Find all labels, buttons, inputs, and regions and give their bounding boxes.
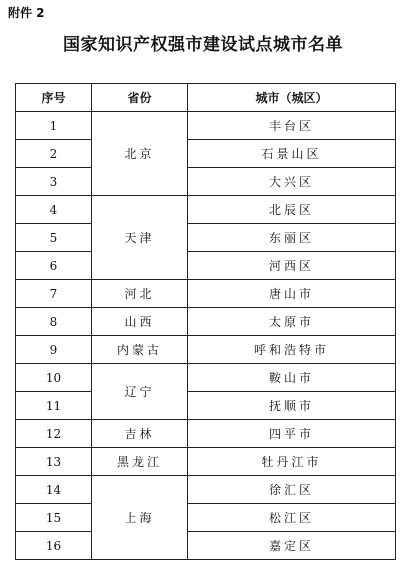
row-number: 14 — [16, 476, 92, 504]
column-header-city: 城市（城区） — [188, 84, 396, 112]
city-cell: 鞍山市 — [188, 364, 396, 392]
city-cell: 北辰区 — [188, 196, 396, 224]
city-cell: 呼和浩特市 — [188, 336, 396, 364]
table-row — [16, 420, 396, 448]
row-number: 15 — [16, 504, 92, 532]
province-cell: 内蒙古 — [92, 336, 188, 364]
table-row — [16, 112, 396, 140]
table-row — [16, 224, 396, 252]
document-title: 国家知识产权强市建设试点城市名单 — [63, 35, 343, 55]
province-cell: 天津 — [92, 196, 188, 280]
province-cell: 吉林 — [92, 420, 188, 448]
row-number: 6 — [16, 252, 92, 280]
table-row — [16, 196, 396, 224]
table-row — [16, 308, 396, 336]
province-cell: 黑龙江 — [92, 448, 188, 476]
row-number: 10 — [16, 364, 92, 392]
province-cell: 北京 — [92, 112, 188, 196]
city-cell: 丰台区 — [188, 112, 396, 140]
row-number: 16 — [16, 532, 92, 560]
row-number: 5 — [16, 224, 92, 252]
table-row — [16, 504, 396, 532]
attachment-label: 附件 2 — [8, 6, 45, 20]
city-cell: 唐山市 — [188, 280, 396, 308]
city-cell: 大兴区 — [188, 168, 396, 196]
city-list-table — [15, 83, 396, 560]
city-cell: 嘉定区 — [188, 532, 396, 560]
table-row — [16, 392, 396, 420]
table-header-row — [16, 84, 396, 112]
row-number: 7 — [16, 280, 92, 308]
row-number: 8 — [16, 308, 92, 336]
province-cell: 河北 — [92, 280, 188, 308]
table-row — [16, 364, 396, 392]
table-row — [16, 476, 396, 504]
city-cell: 太原市 — [188, 308, 396, 336]
row-number: 4 — [16, 196, 92, 224]
row-number: 12 — [16, 420, 92, 448]
table-row — [16, 448, 396, 476]
row-number: 11 — [16, 392, 92, 420]
row-number: 1 — [16, 112, 92, 140]
city-cell: 东丽区 — [188, 224, 396, 252]
table-row — [16, 252, 396, 280]
table-row — [16, 168, 396, 196]
row-number: 9 — [16, 336, 92, 364]
city-cell: 河西区 — [188, 252, 396, 280]
city-cell: 抚顺市 — [188, 392, 396, 420]
province-cell: 山西 — [92, 308, 188, 336]
table-row — [16, 280, 396, 308]
city-cell: 松江区 — [188, 504, 396, 532]
province-cell: 上海 — [92, 476, 188, 560]
column-header-number: 序号 — [16, 84, 92, 112]
city-cell: 牡丹江市 — [188, 448, 396, 476]
row-number: 3 — [16, 168, 92, 196]
table-row — [16, 532, 396, 560]
column-header-province: 省份 — [92, 84, 188, 112]
province-cell: 辽宁 — [92, 364, 188, 420]
table-row — [16, 140, 396, 168]
table-row — [16, 336, 396, 364]
row-number: 13 — [16, 448, 92, 476]
city-cell: 石景山区 — [188, 140, 396, 168]
row-number: 2 — [16, 140, 92, 168]
city-cell: 四平市 — [188, 420, 396, 448]
city-cell: 徐汇区 — [188, 476, 396, 504]
